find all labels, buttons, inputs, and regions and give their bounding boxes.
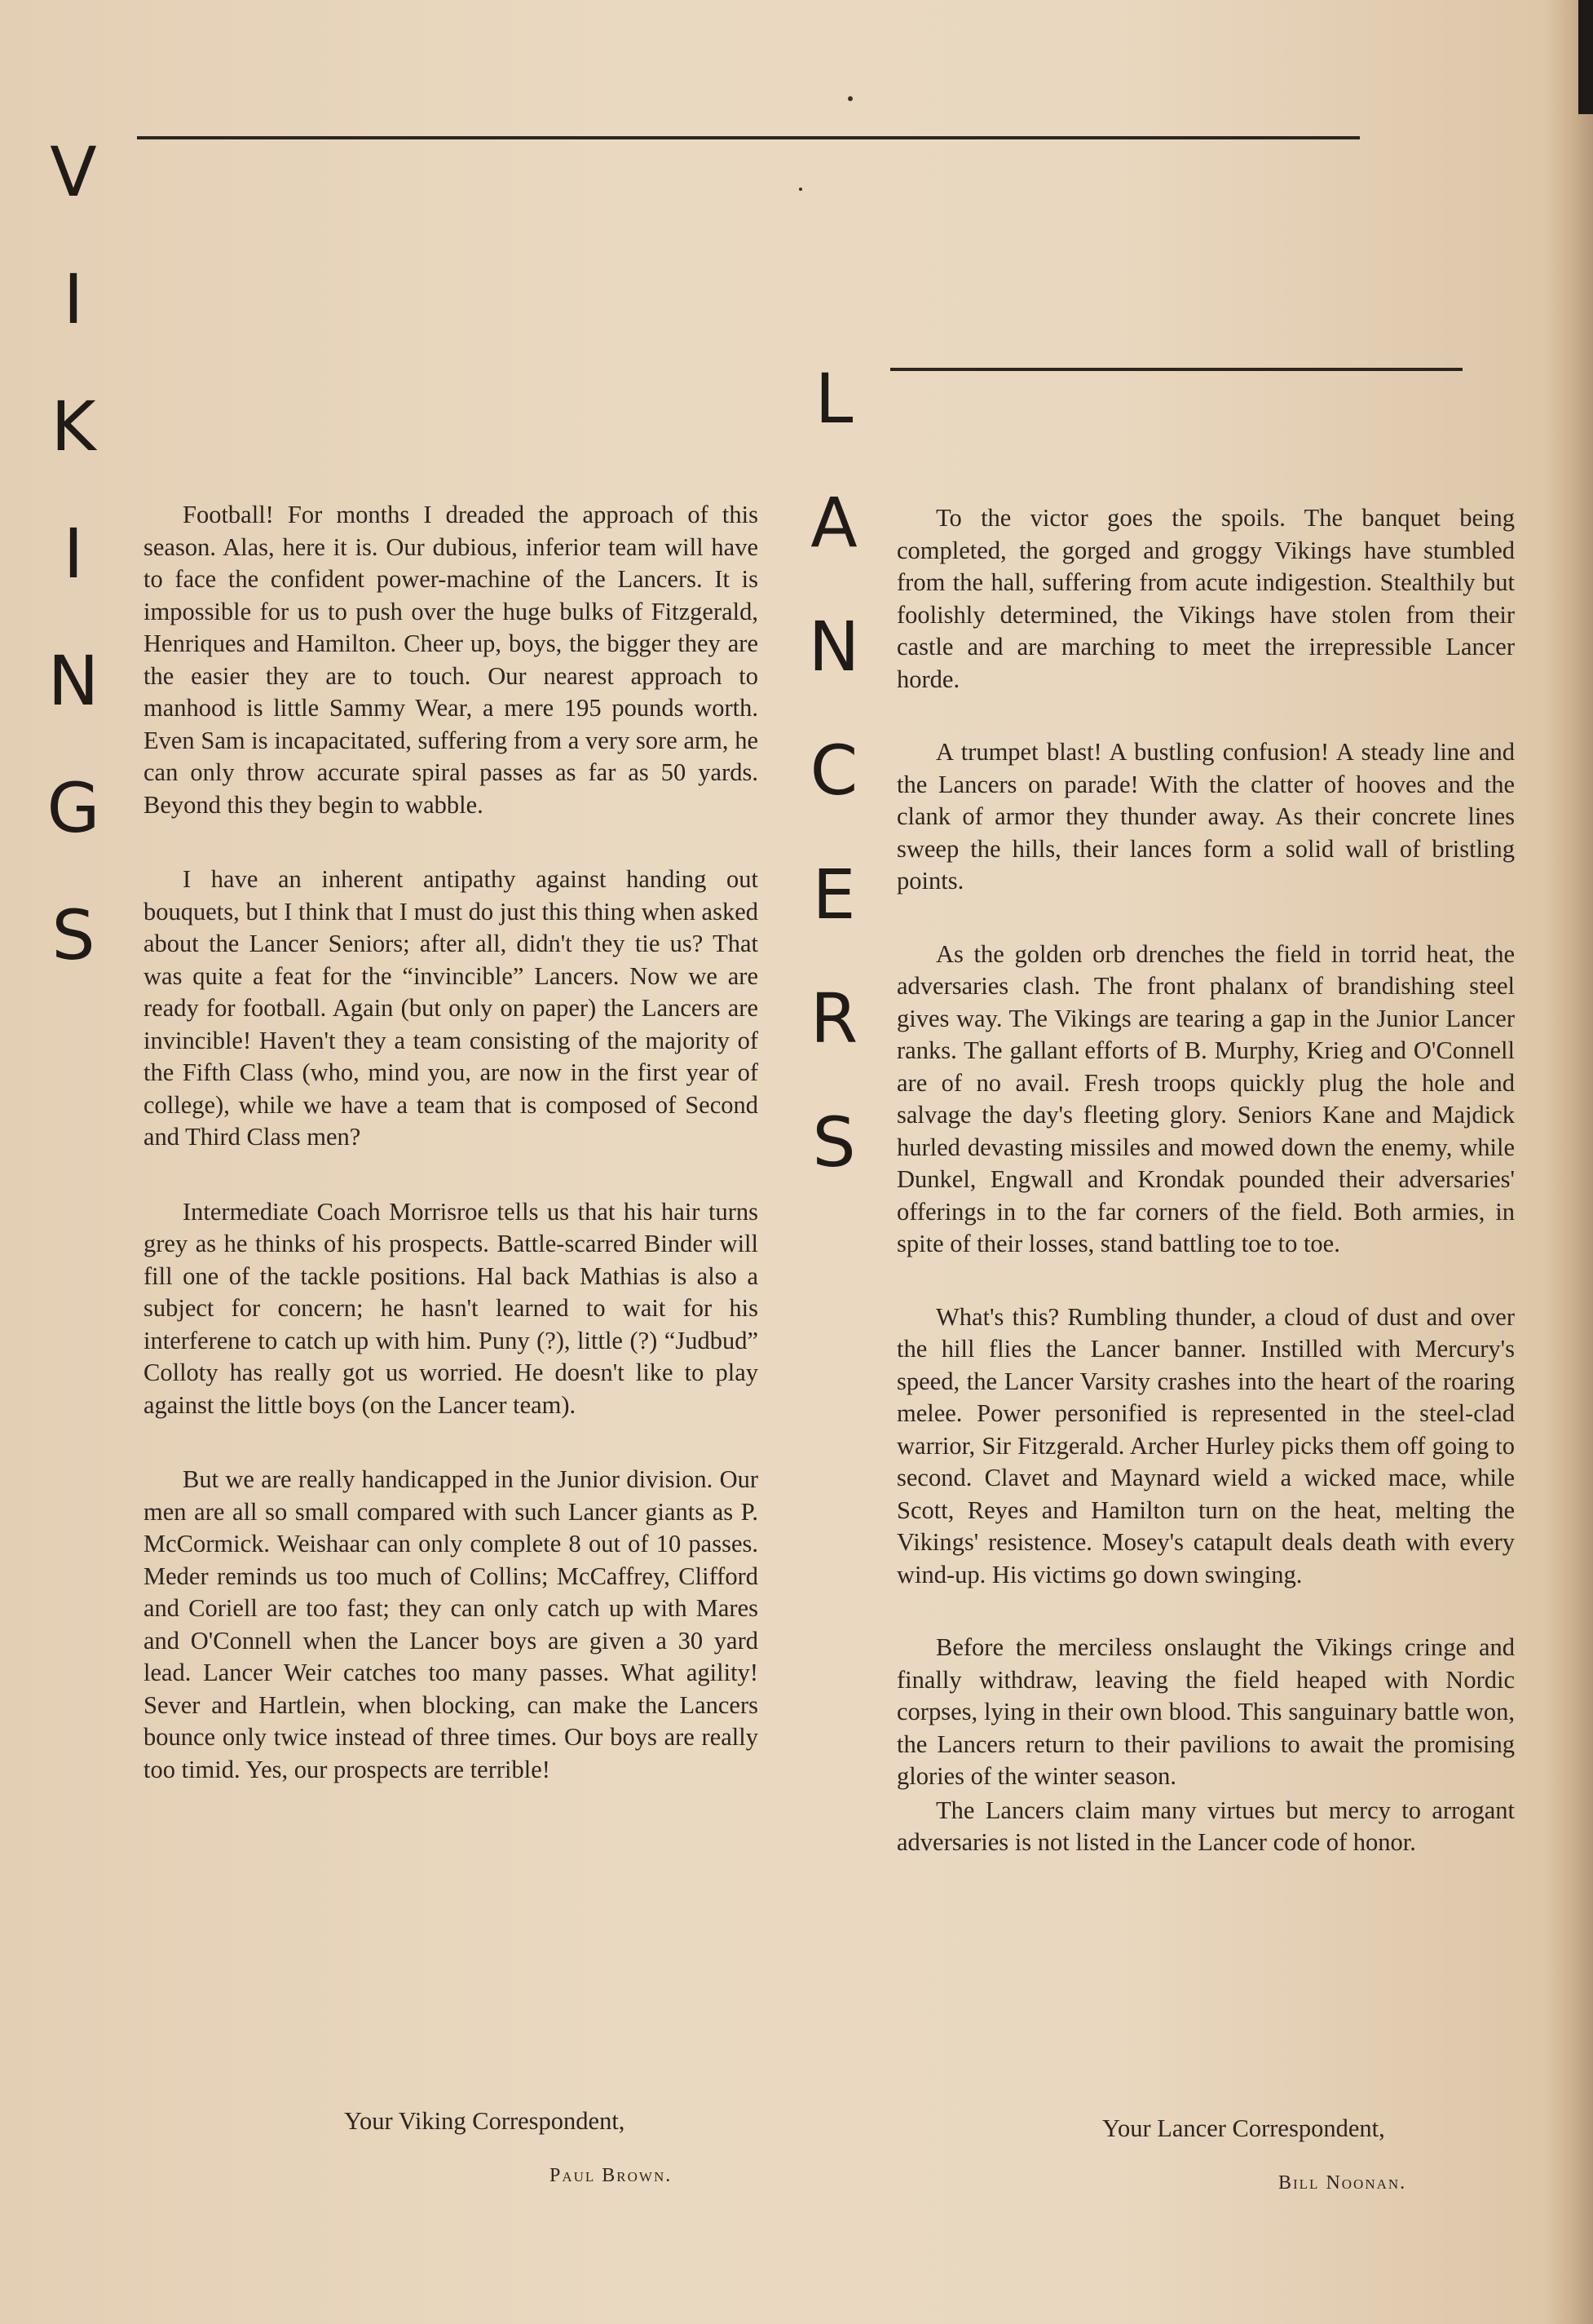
vikings-letter: S — [51, 895, 95, 975]
lancers-article — [897, 502, 1515, 1902]
lancers-signoff: Your Lancer Correspondent, — [1102, 2114, 1385, 2142]
lancers-letter: N — [808, 607, 860, 687]
vikings-header-rule — [137, 136, 1360, 139]
vikings-paragraph: I have an inherent antipathy against handing out bouquets, but I think that I must do just this thing when asked about the Lancer Seniors; after all, didn't they tie us? That was quite a feat for the “invincible” Lancers. Now we are ready for football. Again (but only on paper) the Lancers are invincible! Haven't they a team consisting of the majority of the Fifth Class (who, mind you, are now in the first year of college), while we have a team that is composed of Second and Third Class men? — [143, 865, 758, 1151]
lancers-letter: A — [810, 483, 858, 563]
vikings-vertical-title — [29, 132, 118, 1023]
lancers-letter: S — [812, 1102, 856, 1182]
vikings-letter: I — [63, 514, 84, 594]
lancers-paragraph: A trumpet blast! A bustling confusion! A steady line and the Lancers on parade! With the clatter of hooves and the clank of armor they thunder away. As their concrete lines sweep the hills, their lances form a solid wall of bristling points. — [897, 738, 1515, 895]
lancers-paragraph: Before the merciless onslaught the Vikings cringe and finally withdraw, leaving the field heaped with Nordic corpses, lying in their own blood. This sanguinary battle won, the Lancers return to their pavilions to await the promising glories of the winter season. — [897, 1633, 1515, 1790]
vikings-article — [143, 499, 758, 1828]
vikings-author: Paul Brown. — [549, 2165, 673, 2186]
vikings-letter: N — [47, 641, 99, 721]
vikings-paragraph: But we are really handicapped in the Junior division. Our men are all so small compared with such Lancer giants as P. McCormick. Weishaar can only complete 8 out of 10 passes. Meder reminds us too much of Collins; McCaffrey, Clifford and Coriell are too fast; they can only catch up with Mares and O'Connell when the Lancer boys are given a 30 yard lead. Lancer Weir catches too many passes. What agility! Sever and Hartlein, when blocking, can make the Lancers bounce only twice instead of three times. Our boys are really too timid. Yes, our prospects are terrible! — [143, 1465, 758, 1783]
page-edge-damage — [1578, 0, 1593, 114]
vikings-letter: V — [50, 132, 97, 212]
vikings-letter: K — [51, 387, 96, 466]
lancers-letter: E — [812, 855, 856, 934]
vikings-letter: I — [63, 259, 84, 339]
lancers-header-rule — [890, 368, 1463, 371]
lancers-paragraph: As the golden orb drenches the field in torrid heat, the adversaries clash. The front phalanx of brandishing steel gives way. The Vikings are tearing a gap in the Junior Lancer ranks. The gallant efforts of B. Murphy, Krieg and O'Connell are of no avail. Fresh troops quickly plug the hole and salvage the day's fleeting glory. Seniors Kane and Majdick hurled devasting missiles and mowed down the enemy, while Dunkel, Engwall and Krondak pounded their adversaries' offerings in to the far corners of the field. Both armies, in spite of their losses, stand battling toe to toe. — [897, 939, 1515, 1257]
paper-speck — [848, 96, 853, 101]
lancers-letter: R — [810, 979, 858, 1058]
lancers-vertical-title — [789, 359, 879, 1226]
vikings-paragraph: Football! For months I dreaded the approach of this season. Alas, here it is. Our dubious, inferior team will have to face the confident power-machine of the Lancers. It is impossible for us to push over the huge bulks of Fitzgerald, Henriques and Hamilton. Cheer up, boys, the bigger they are the easier they are to touch. Our nearest approach to manhood is little Sammy Wear, a mere 195 pounds worth. Even Sam is incapacitated, suffering from a very sore arm, he can only throw accurate spiral passes as far as 50 yards. Beyond this they begin to wabble. — [143, 501, 758, 819]
lancers-paragraph: To the victor goes the spoils. The banquet being completed, the gorged and groggy Vikings have stumbled from the hall, suffering from acute indigestion. Stealthily but foolishly determined, the Vikings have stolen from their castle and are marching to meet the irrepressible Lancer horde. — [897, 504, 1515, 693]
vikings-paragraph: Intermediate Coach Morrisroe tells us that his hair turns grey as he thinks of his prospects. Battle-scarred Binder will fill one of the tackle positions. Hal back Mathias is also a subject for concern; he hasn't learned to wait for his interferene to catch up with him. Puny (?), little (?) “Judbud” Colloty has really got us worried. He doesn't like to play against the little boys (on the Lancer team). — [143, 1197, 758, 1419]
lancers-paragraph: The Lancers claim many virtues but mercy to arrogant adversaries is not listed in the Lancer code of honor. — [897, 1796, 1515, 1856]
page-edge-shadow — [1544, 0, 1593, 2324]
lancers-letter: C — [810, 731, 858, 811]
vikings-letter: G — [46, 768, 100, 848]
lancers-paragraph: What's this? Rumbling thunder, a cloud of dust and over the hill flies the Lancer banner. Instilled with Mercury's speed, the Lancer Varsity crashes into the heart of the roaring melee. Power personified is represented in the steel-clad warrior, Sir Fitzgerald. Archer Hurley picks them off going to second. Clavet and Maynard wield a wicked mace, while Scott, Reyes and Hamilton turn on the heat, melting the Vikings' resistence. Mosey's catapult deals death with every wind-up. His victims go down swinging. — [897, 1302, 1515, 1588]
vikings-signoff: Your Viking Correspondent, — [344, 2107, 625, 2135]
lancers-author: Bill Noonan. — [1278, 2172, 1407, 2194]
paper-speck — [799, 188, 802, 191]
lancers-letter: L — [814, 359, 854, 439]
